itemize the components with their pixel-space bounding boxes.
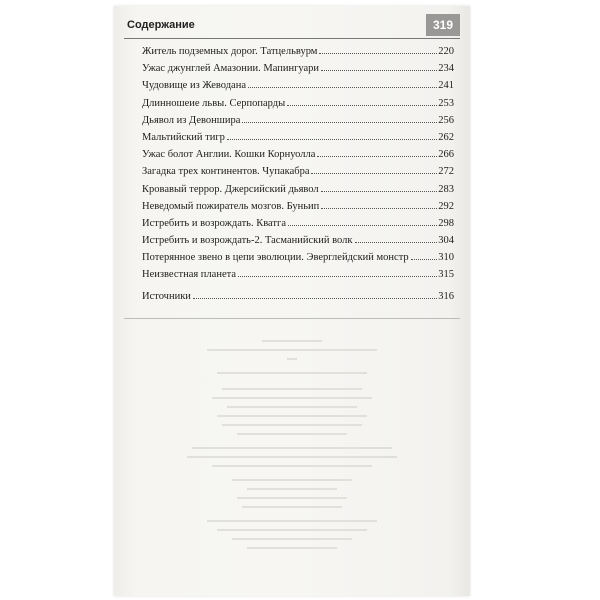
toc-entry	[142, 235, 454, 252]
toc-entry-page: 266	[438, 149, 454, 161]
toc-entry-title: Мальтийский тигр	[142, 131, 225, 143]
toc-entry-title: Ужас джунглей Амазонии. Мапингуари	[142, 63, 320, 75]
toc-leader-dots	[317, 156, 437, 157]
toc-entry-sources	[142, 291, 454, 308]
toc-leader-dots	[355, 242, 438, 243]
toc-entry-page: 272	[438, 166, 454, 178]
toc-entry-page: 234	[438, 63, 454, 75]
toc-entry	[142, 63, 454, 80]
toc-entry-page: 262	[438, 131, 454, 143]
toc-entry-title: Истребить и возрождать. Кватга	[142, 217, 286, 229]
toc-leader-dots	[193, 298, 437, 299]
toc-entry-title: Истребить и возрождать-2. Тасманийский волк	[142, 235, 353, 247]
toc-leader-dots	[248, 87, 437, 88]
book-page	[114, 6, 470, 596]
section-divider	[124, 318, 460, 319]
toc-leader-dots	[319, 53, 437, 54]
bleed-through-text	[174, 336, 410, 586]
toc-leader-dots	[411, 259, 438, 260]
toc-entry	[142, 252, 454, 269]
toc-entry-page: 256	[438, 114, 454, 126]
toc-entry-title: Чудовище из Жеводана	[142, 80, 246, 92]
toc-entry	[142, 115, 454, 132]
page-header	[124, 14, 460, 39]
sources-section	[142, 291, 454, 308]
toc-entry-page: 315	[438, 269, 454, 281]
toc-leader-dots	[321, 208, 437, 209]
toc-entry	[142, 132, 454, 149]
toc-entry-page: 220	[438, 46, 454, 57]
toc-entry-page: 298	[438, 217, 454, 229]
toc-leader-dots	[321, 70, 437, 71]
toc-entry-page: 304	[438, 235, 454, 247]
toc-entry-page: 241	[438, 80, 454, 92]
toc-leader-dots	[227, 139, 437, 140]
toc-entry-page: 310	[438, 252, 454, 264]
toc-entry-title: Источники	[142, 291, 191, 302]
toc-entry-page: 283	[438, 183, 454, 195]
toc-entry-title: Длинношеие львы. Серпопарды	[142, 97, 286, 109]
toc-entry	[142, 201, 454, 218]
toc-entry	[142, 269, 454, 286]
toc-entry-title: Неизвестная планета	[142, 269, 236, 281]
toc-leader-dots	[238, 276, 437, 277]
toc-entry-title: Потерянное звено в цепи эволюции. Эверглейдский монстр	[142, 252, 409, 264]
toc-leader-dots	[321, 191, 438, 192]
toc-entry	[142, 80, 454, 97]
toc-entry-title: Дьявол из Девоншира	[142, 114, 241, 126]
toc-entry-page: 292	[438, 200, 454, 212]
page-number-badge: 319	[426, 14, 460, 36]
toc-entry	[142, 46, 454, 63]
toc-leader-dots	[287, 105, 437, 106]
toc-entry-title: Неведомый пожиратель мозгов. Буньип	[142, 200, 320, 212]
toc-entry-title: Ужас болот Англии. Кошки Корнуолла	[142, 149, 316, 161]
toc-entry-page: 316	[438, 291, 454, 302]
toc-entry	[142, 166, 454, 183]
toc-entry-title: Житель подземных дорог. Татцельвурм	[142, 46, 318, 57]
toc-entry	[142, 149, 454, 166]
toc-entry	[142, 184, 454, 201]
toc-entry-title: Загадка трех континентов. Чупакабра	[142, 166, 310, 178]
page-title: Содержание	[127, 19, 195, 31]
toc-entry	[142, 98, 454, 115]
toc-entry-title: Кровавый террор. Джерсийский дьявол	[142, 183, 319, 195]
toc-entry	[142, 218, 454, 235]
toc-entry-page: 253	[438, 97, 454, 109]
table-of-contents	[142, 46, 454, 287]
toc-leader-dots	[311, 173, 437, 174]
toc-leader-dots	[288, 225, 437, 226]
toc-leader-dots	[242, 122, 437, 123]
